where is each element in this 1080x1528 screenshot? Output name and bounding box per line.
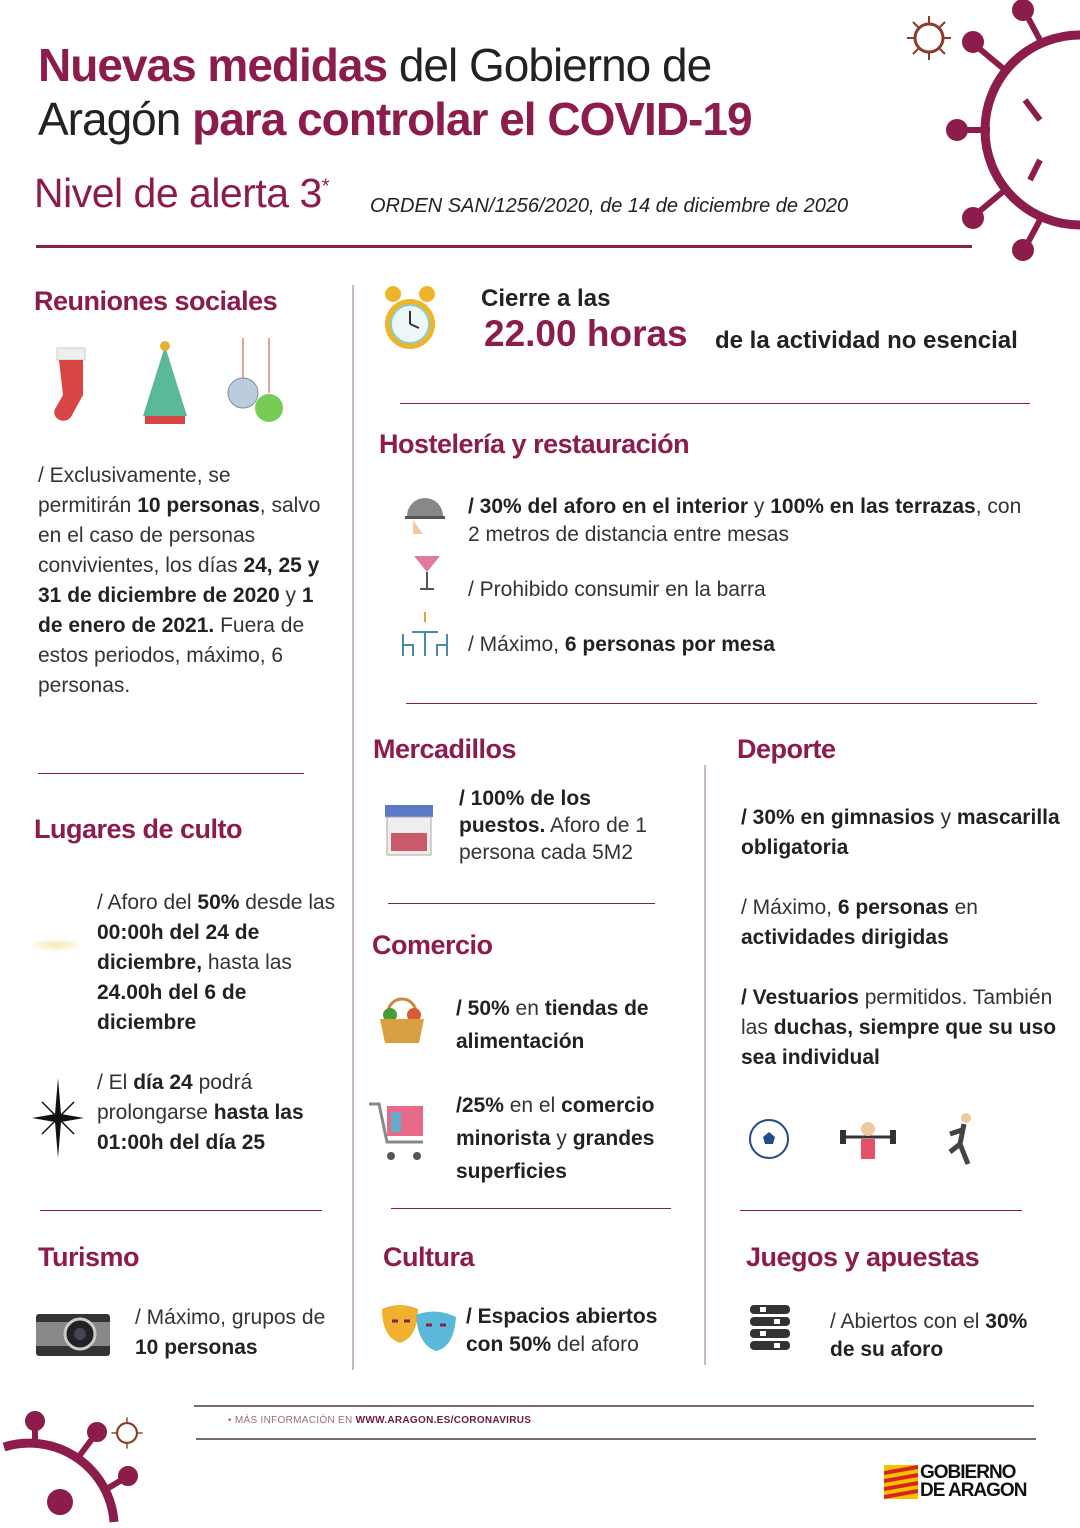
text-segment: hasta las 01:00h del día 25 (97, 1101, 304, 1154)
column-divider (704, 765, 706, 1365)
text-segment: / 30% del aforo en el interior (468, 495, 749, 518)
text-segment: / Espacios abiertos con 50% (466, 1305, 658, 1356)
sparkle-icon (28, 938, 83, 952)
market-stall-icon (383, 803, 435, 857)
header-divider (36, 245, 972, 248)
text-segment: en el (503, 1094, 562, 1117)
text-segment: 100% en las terrazas (770, 495, 976, 518)
star-icon (32, 1078, 84, 1158)
divider (40, 1210, 322, 1211)
turismo-text (135, 1303, 335, 1363)
text-segment: / 30% en gimnasios (741, 806, 935, 829)
text-segment: Aforo de 1 persona cada 5M2 (459, 814, 647, 864)
text-segment: permitidos. También las (741, 986, 1053, 1039)
runner-icon (940, 1112, 978, 1168)
text-segment: 30% de su aforo (830, 1310, 1028, 1361)
cultura-text (466, 1303, 696, 1359)
comercio-item-2 (456, 1089, 696, 1188)
section-title-deporte: Deporte (737, 734, 836, 764)
divider (391, 1208, 671, 1209)
reuniones-text (38, 461, 323, 701)
text-segment: del aforo (551, 1333, 639, 1356)
text-segment: 10 personas (137, 494, 260, 517)
text-segment: mascarilla obligatoria (741, 806, 1060, 859)
text-segment: desde las (239, 891, 336, 914)
text-segment: 6 personas (837, 896, 949, 919)
section-title-cultura: Cultura (383, 1242, 474, 1272)
christmas-stocking-icon (45, 340, 95, 425)
text-segment: 1 de enero de 2021. (38, 584, 314, 637)
alert-level: Nivel de alerta 3* (34, 170, 330, 216)
culto-item-1 (97, 888, 347, 1038)
divider (388, 903, 655, 904)
text-segment: / Máximo, (741, 896, 838, 919)
text-segment: / Vestuarios (741, 986, 859, 1009)
text-segment: actividades dirigidas (741, 926, 949, 949)
divider (400, 403, 1030, 404)
culto-item-2 (97, 1068, 337, 1158)
more-info-link[interactable]: WWW.ARAGON.ES/CORONAVIRUS (355, 1415, 532, 1426)
text-segment: Fuera de estos periodos, máximo, 6 personas. (38, 614, 305, 697)
cierre-line1: Cierre a las (481, 285, 611, 312)
text-segment: / 100% de los puestos. (459, 787, 591, 837)
section-title-juegos: Juegos y apuestas (746, 1242, 980, 1272)
camera-icon (36, 1308, 110, 1356)
deporte-item-2 (741, 893, 1061, 953)
section-title-hosteleria: Hostelería y restauración (379, 429, 690, 459)
order-reference: ORDEN SAN/1256/2020, de 14 de diciembre de 2020 (370, 195, 849, 217)
column-divider (352, 285, 354, 1370)
text-segment: 00:00h del 24 de diciembre, (97, 921, 260, 974)
text-segment: / 50% (456, 997, 510, 1020)
footer-divider (194, 1405, 1034, 1407)
text-segment: hasta las (202, 951, 292, 974)
text-segment: , con 2 metros de distancia entre mesas (468, 495, 1022, 546)
section-title-reuniones: Reuniones sociales (34, 286, 278, 316)
text-segment: 50% (197, 891, 240, 914)
text-segment: /25% (456, 1094, 504, 1117)
hosteleria-item-3 (468, 630, 1028, 660)
aragon-flag-icon (884, 1465, 918, 1499)
divider (38, 773, 304, 774)
hosteleria-item-1 (468, 493, 1038, 549)
text-segment: podrá prolongarse (97, 1071, 253, 1124)
text-segment: / El (97, 1071, 134, 1094)
text-segment: grandes superficies (456, 1127, 655, 1183)
virus-illustration-top-right (945, 0, 1080, 265)
text-segment: / Exclusivamente, se permitirán (38, 464, 231, 517)
hosteleria-item-2 (468, 575, 1028, 605)
section-title-mercadillos: Mercadillos (373, 734, 517, 764)
shopping-cart-icon (367, 1098, 431, 1164)
text-segment: 24.00h del 6 de diciembre (97, 981, 247, 1034)
divider (740, 1210, 1022, 1211)
theater-masks-icon (380, 1303, 458, 1353)
deporte-item-3 (741, 983, 1061, 1073)
text-segment: en (948, 896, 978, 919)
cierre-time: 22.00 horas (484, 313, 688, 354)
footer-divider (196, 1438, 1036, 1440)
table-chairs-icon (400, 612, 450, 658)
text-segment: tiendas de alimentación (456, 997, 649, 1053)
soccer-ball-icon (748, 1118, 790, 1160)
text-segment: comercio minorista (456, 1094, 655, 1150)
page-title: Nuevas medidas del Gobierno de Aragón para controlar el COVID-19 (38, 39, 752, 145)
grocery-basket-icon (376, 993, 428, 1045)
serving-cloche-icon (403, 490, 447, 536)
gobierno-aragon-logo: GOBIERNO DE ARAGON (884, 1464, 1026, 1500)
more-info-text: • MÁS INFORMACIÓN EN WWW.ARAGON.ES/CORONAVIRUS (228, 1415, 532, 1426)
section-title-comercio: Comercio (372, 930, 493, 960)
christmas-tree-icon (135, 338, 195, 428)
text-segment: , salvo en el caso de personas convivientes, los días (38, 494, 321, 577)
text-segment: / Aforo del (97, 891, 198, 914)
text-segment: 10 personas (135, 1336, 258, 1359)
text-segment: / Abiertos con el (830, 1310, 986, 1333)
text-segment: 6 personas por mesa (564, 633, 775, 656)
text-segment: / Prohibido consumir en la barra (468, 578, 766, 601)
text-segment: y (748, 495, 771, 518)
text-segment: duchas, siempre que su uso sea individual (741, 1016, 1057, 1069)
mercadillos-text (459, 785, 679, 866)
text-segment: / Máximo, (468, 633, 565, 656)
text-segment: y (934, 806, 957, 829)
cierre-rest: de la actividad no esencial (715, 327, 1018, 354)
weightlifter-icon (838, 1115, 898, 1165)
christmas-ornaments-icon (225, 338, 285, 428)
comercio-item-1 (456, 992, 696, 1058)
alarm-clock-icon (381, 284, 439, 358)
text-segment: / Máximo, grupos de (135, 1306, 326, 1329)
text-segment: y (550, 1127, 573, 1150)
cocktail-glass-icon (412, 550, 442, 592)
text-segment: en (509, 997, 545, 1020)
section-title-turismo: Turismo (38, 1242, 140, 1272)
juegos-text (830, 1308, 1030, 1364)
divider (406, 703, 1037, 704)
text-segment: día 24 (133, 1071, 193, 1094)
text-segment: y (279, 584, 302, 607)
casino-chips-icon (748, 1303, 792, 1357)
text-segment: 24, 25 y 31 de diciembre de 2020 (38, 554, 320, 607)
small-virus-icon (110, 1416, 144, 1450)
deporte-item-1 (741, 803, 1061, 863)
section-title-culto: Lugares de culto (34, 814, 243, 844)
